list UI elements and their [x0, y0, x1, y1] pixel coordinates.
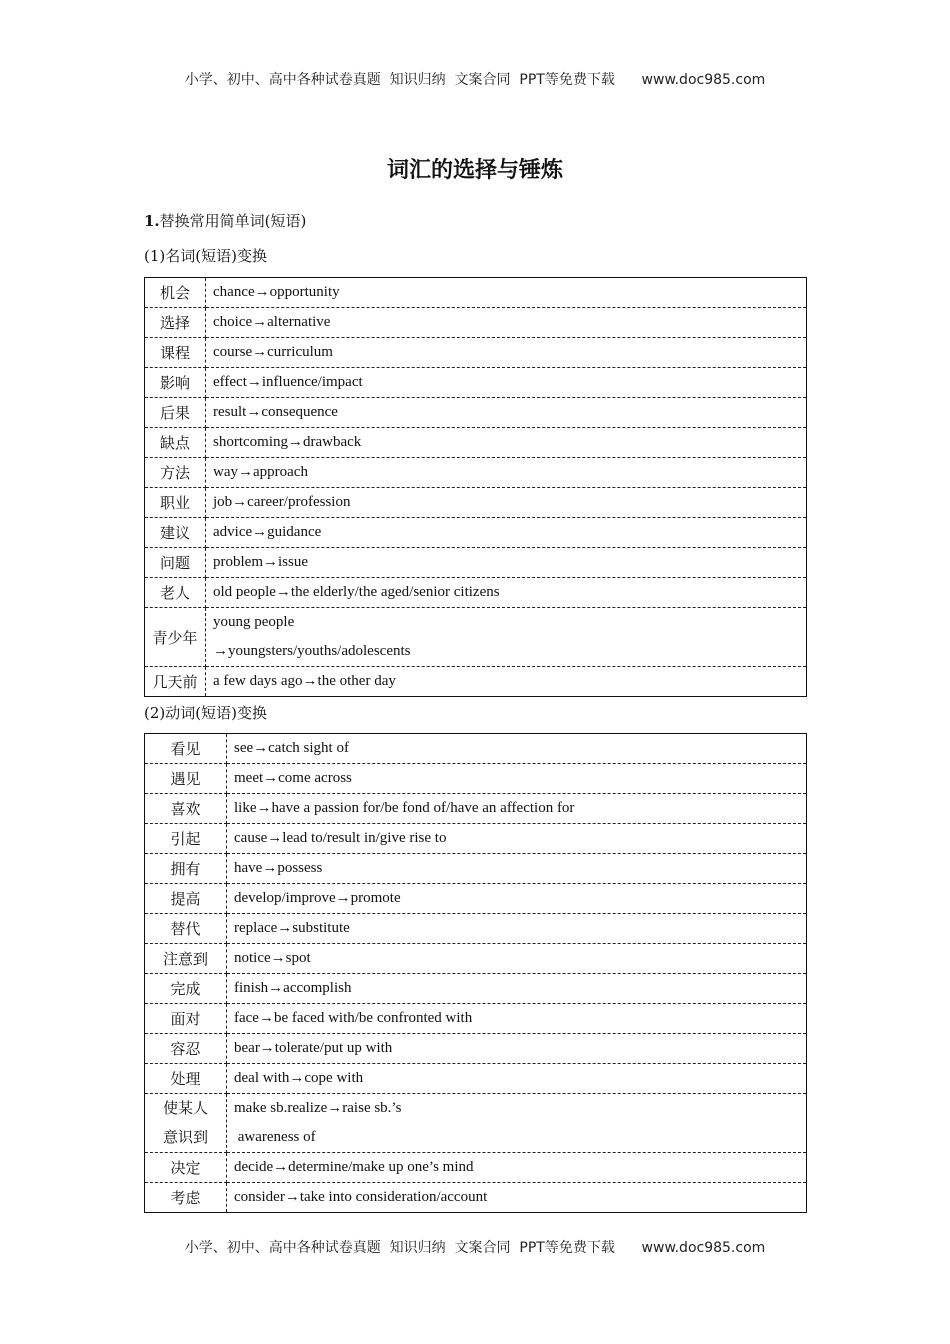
en-cell: [206, 608, 807, 667]
en-cell: have→possess: [227, 854, 807, 884]
table-row: [145, 548, 807, 578]
en-cell: develop/improve→promote: [227, 884, 807, 914]
table-row: [145, 884, 807, 914]
zh-cell: 容忍: [145, 1034, 227, 1064]
table-row: [145, 854, 807, 884]
table-row: [145, 1153, 807, 1183]
table-row: [145, 1004, 807, 1034]
table-row: [145, 278, 807, 308]
zh-cell: 注意到: [145, 944, 227, 974]
en-cell: problem→issue: [206, 548, 807, 578]
zh-cell: 提高: [145, 884, 227, 914]
table-row: [145, 944, 807, 974]
subsection-verbs-heading: (2)动词(短语)变换: [144, 704, 267, 722]
en-cell: replace→substitute: [227, 914, 807, 944]
en-cell: cause→lead to/result in/give rise to: [227, 824, 807, 854]
table-row: [145, 578, 807, 608]
table-row: [145, 368, 807, 398]
table-row: [145, 398, 807, 428]
en-cell: see→catch sight of: [227, 734, 807, 764]
zh-cell: 遇见: [145, 764, 227, 794]
en-cell: a few days ago→the other day: [213, 673, 396, 689]
table-row: [145, 308, 807, 338]
zh-cell: 后果: [145, 398, 206, 428]
table-row: [145, 1064, 807, 1094]
table-row: [145, 667, 807, 697]
en-cell: deal with→cope with: [227, 1064, 807, 1094]
en-cell: notice→spot: [227, 944, 807, 974]
zh-cell: 拥有: [145, 854, 227, 884]
zh-cell: [145, 1094, 227, 1153]
section-number: 1.: [144, 212, 160, 230]
page-title: 词汇的选择与锤炼: [386, 158, 563, 183]
zh-cell: 决定: [145, 1153, 227, 1183]
zh-cell: 问题: [145, 548, 206, 578]
en-cell: job→career/profession: [206, 488, 807, 518]
zh-cell: 青少年: [145, 608, 206, 667]
zh-cell: 替代: [145, 914, 227, 944]
zh-cell: 完成: [145, 974, 227, 1004]
zh-cell: 引起: [145, 824, 227, 854]
en-cell: meet→come across: [227, 764, 807, 794]
en-cell: shortcoming→drawback: [206, 428, 807, 458]
en-cell: chance→opportunity: [206, 278, 807, 308]
en-line: young people: [213, 614, 295, 630]
zh-cell: 职业: [145, 488, 206, 518]
en-cell: advice→guidance: [206, 518, 807, 548]
en-cell: old people→the elderly/the aged/senior citizens: [206, 578, 807, 608]
zh-cell: 处理: [145, 1064, 227, 1094]
zh-cell: 缺点: [145, 428, 206, 458]
table-row: [145, 1183, 807, 1213]
en-cell: choice→alternative: [206, 308, 807, 338]
zh-cell: 考虑: [145, 1183, 227, 1213]
en-line: →youngsters/youths/adolescents: [213, 643, 411, 659]
zh-cell: 选择: [145, 308, 206, 338]
table-row: [145, 458, 807, 488]
en-line: awareness of: [234, 1129, 316, 1145]
zh-cell: 老人: [145, 578, 206, 608]
section-heading: [144, 210, 306, 231]
zh-cell: 机会: [145, 278, 206, 308]
table-row: [145, 608, 807, 667]
en-cell: effect→influence/impact: [206, 368, 807, 398]
verb-table: [144, 733, 807, 1213]
zh-line: 意识到: [162, 1128, 208, 1146]
section-text: 替换常用简单词(短语): [159, 212, 307, 230]
en-cell: like→have a passion for/be fond of/have an affection for: [227, 794, 807, 824]
table-row: [145, 518, 807, 548]
table-row: [145, 1034, 807, 1064]
zh-line: 使某人: [162, 1099, 208, 1117]
table-row: [145, 764, 807, 794]
table-row: [145, 794, 807, 824]
table-row: [145, 338, 807, 368]
zh-cell: 影响: [145, 368, 206, 398]
page-footer: 小学、初中、高中各种试卷真题 知识归纳 文案合同 PPT等免费下载 www.doc985.com: [184, 1240, 766, 1256]
noun-table: [144, 277, 807, 697]
en-cell: consider→take into consideration/account: [234, 1189, 488, 1205]
table-row: [145, 428, 807, 458]
zh-cell: 面对: [145, 1004, 227, 1034]
table-row: [145, 824, 807, 854]
page-header: 小学、初中、高中各种试卷真题 知识归纳 文案合同 PPT等免费下载 www.doc985.com: [184, 72, 766, 88]
zh-cell: 几天前: [145, 667, 206, 697]
zh-cell: 课程: [145, 338, 206, 368]
zh-cell: 建议: [145, 518, 206, 548]
en-cell: [227, 1094, 807, 1153]
table-row: [145, 734, 807, 764]
en-cell: way→approach: [206, 458, 807, 488]
table-row: [145, 1094, 807, 1153]
zh-cell: 看见: [145, 734, 227, 764]
zh-cell: 喜欢: [145, 794, 227, 824]
en-cell: course→curriculum: [206, 338, 807, 368]
en-cell: face→be faced with/be confronted with: [227, 1004, 807, 1034]
table-row: [145, 914, 807, 944]
en-cell: bear→tolerate/put up with: [227, 1034, 807, 1064]
subsection-nouns-heading: (1)名词(短语)变换: [144, 247, 267, 265]
en-cell: decide→determine/make up one’s mind: [227, 1153, 807, 1183]
en-line: make sb.realize→raise sb.’s: [234, 1100, 402, 1116]
en-cell: finish→accomplish: [227, 974, 807, 1004]
zh-cell: 方法: [145, 458, 206, 488]
table-row: [145, 488, 807, 518]
en-cell: result→consequence: [206, 398, 807, 428]
table-row: [145, 974, 807, 1004]
